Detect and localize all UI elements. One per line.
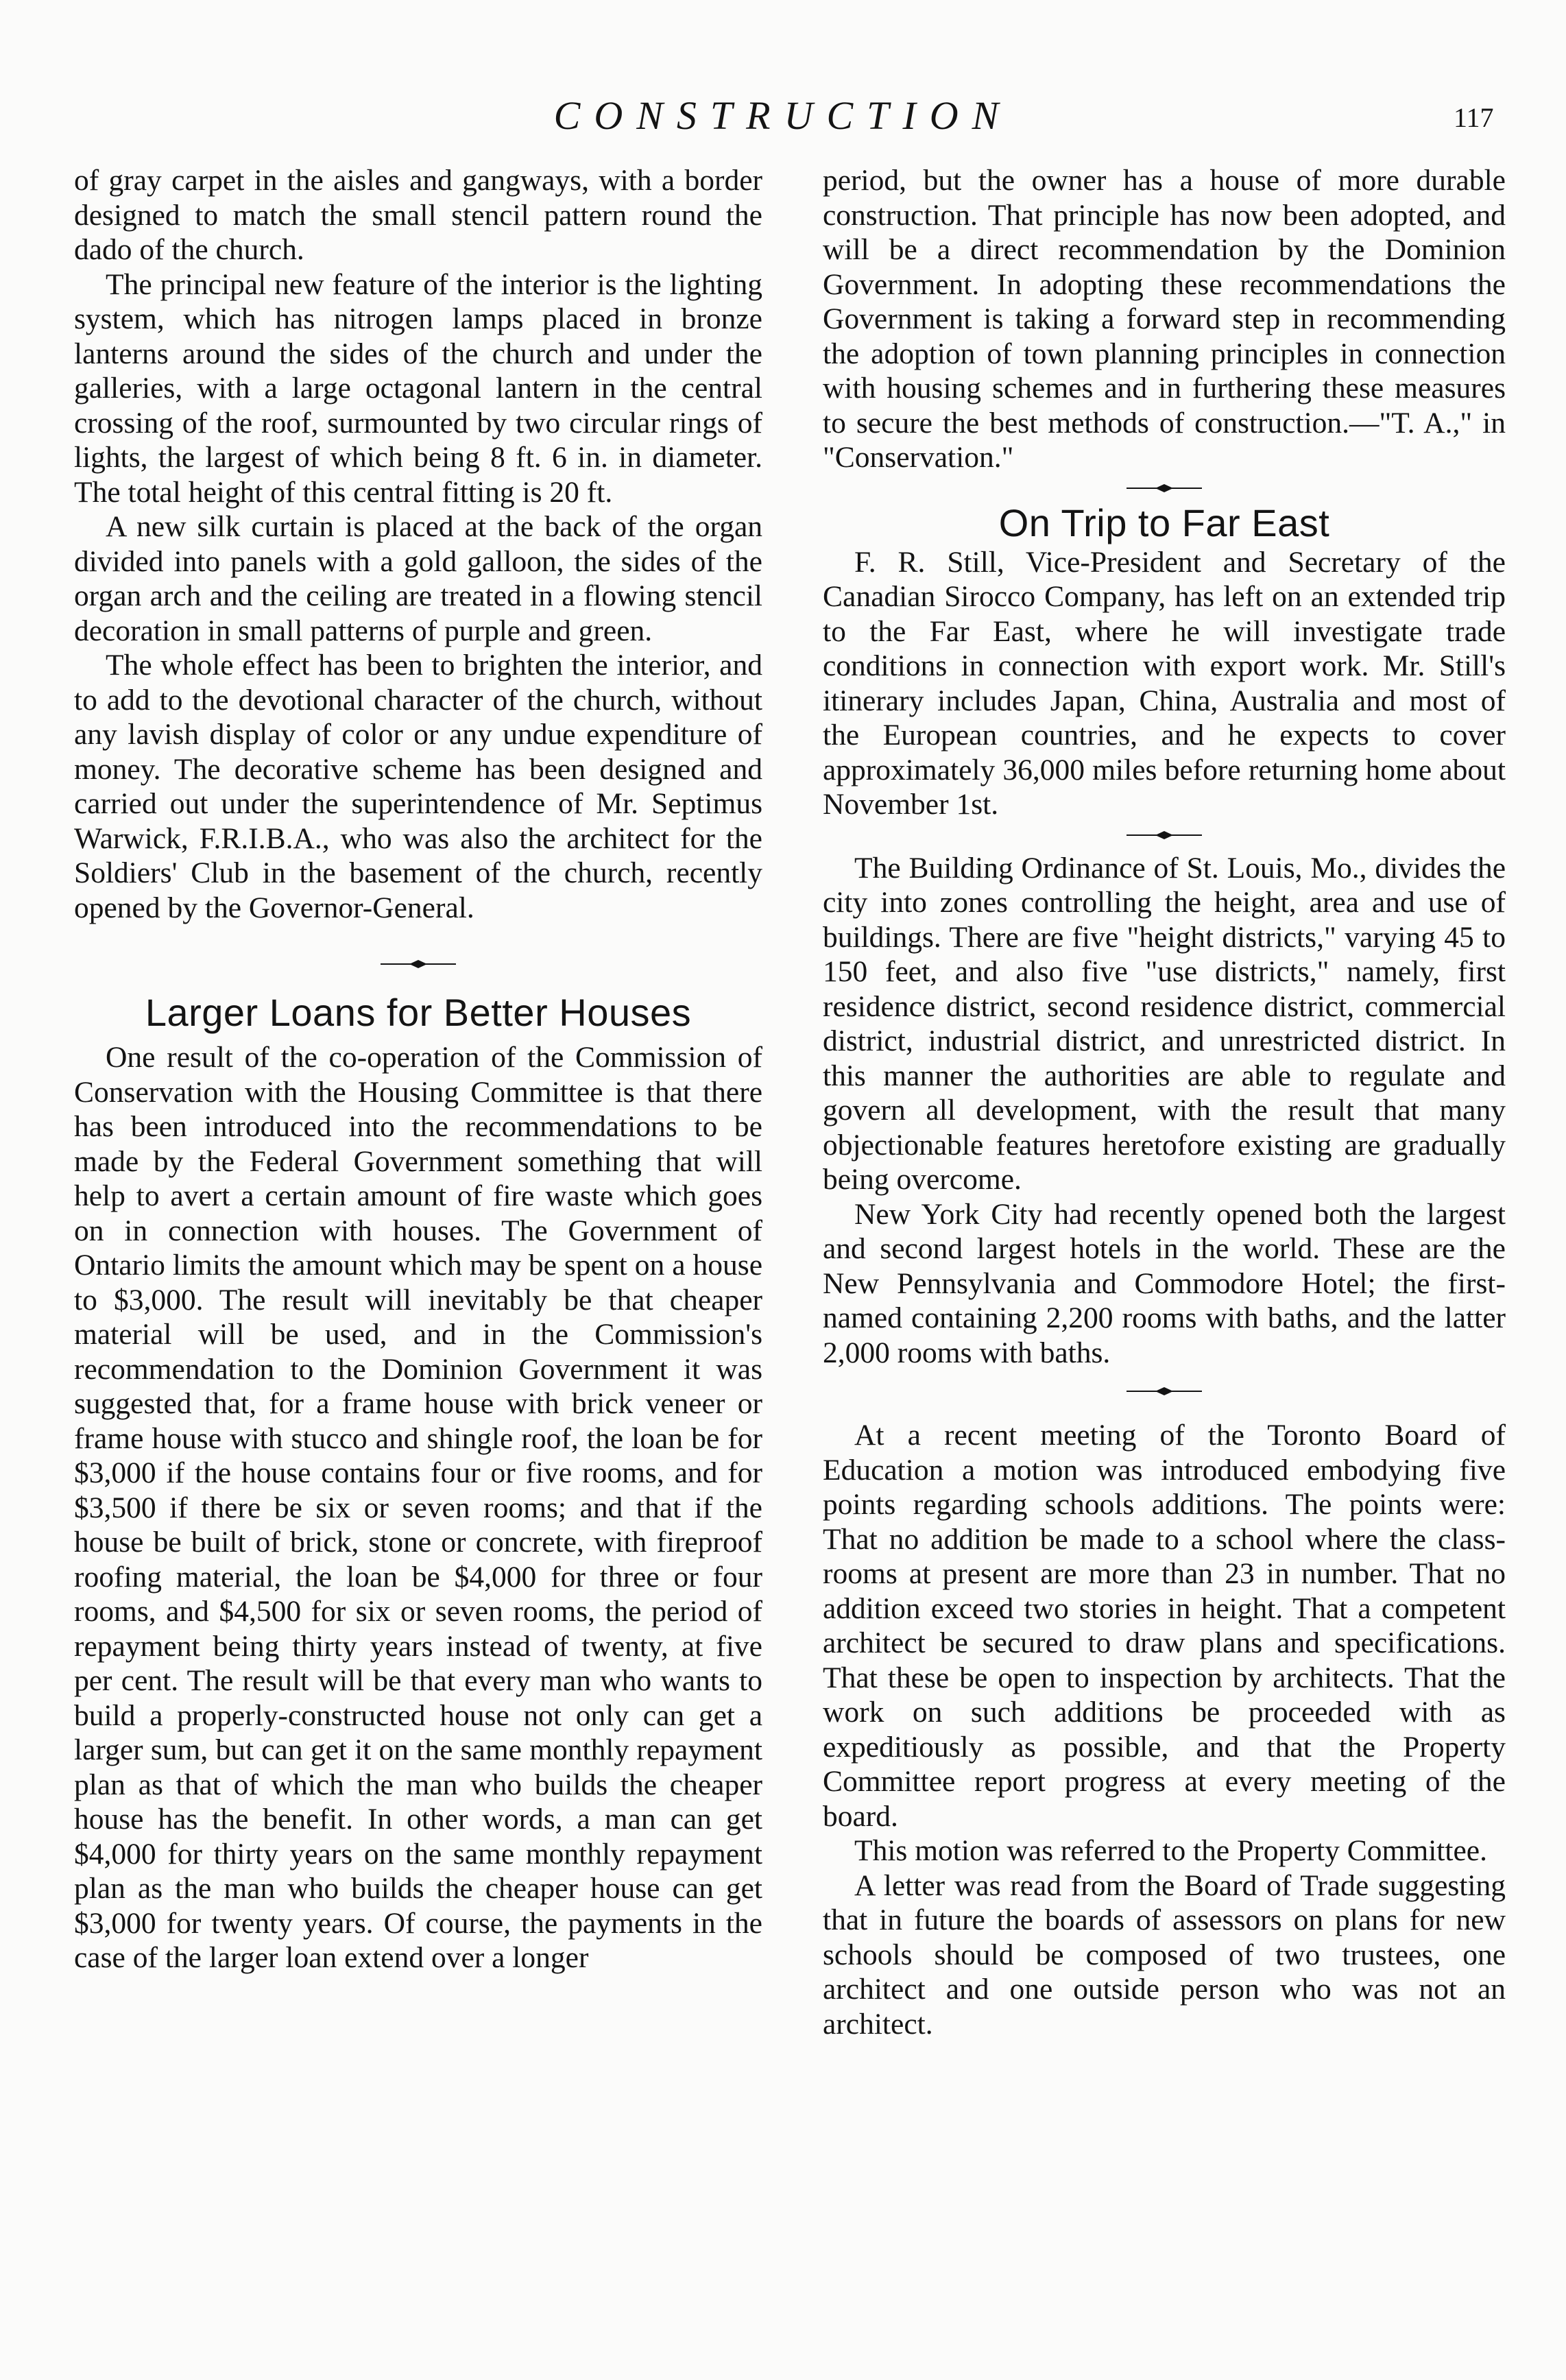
left-column: [74, 163, 762, 1975]
loans-article-heading: Larger Loans for Better Houses: [145, 991, 692, 1034]
right-column: [823, 163, 1506, 2041]
trip-article-heading: On Trip to Far East: [998, 501, 1330, 544]
new-york-paragraph: New York City had recently opened both the largest and second largest hotels in the world. These are the New Pennsylvania and Commodore Hotel; the first-named containing 2,200 rooms with baths, and the latter 2,000 rooms with baths.: [823, 1197, 1506, 1369]
trip-article-paragraph: F. R. Still, Vice-President and Secretary of the Canadian Sirocco Company, has left on an extended trip to the Far East, where he will investigate trade conditions in connection with export work. Mr. Still's itinerary includes Japan, China, Australia and most of the European countries, and he expects to cover approximately 36,000 miles before returning home about November 1st.: [823, 545, 1506, 821]
church-paragraph-2: The principal new feature of the interior is the lighting system, which has nitrogen lamps placed in bronze lanterns around the sides of the church and under the galleries, with a large octagonal lantern in the central crossing of the roof, surmounted by two circular rings of lights, the largest of which being 8 ft. 6 in. in diameter. The total height of this central fitting is 20 ft.: [74, 267, 762, 509]
loans-continuation-paragraph: period, but the owner has a house of more durable construction. That principle has now been adopted, and will be a direct recommendation by the Dominion Government. In adopting these recommendations the Government is taking a forward step in recommending the adoption of town planning principles in connection with housing schemes and in furthering these measures to secure the best methods of construction.—"T. A.," in "Conservation.": [823, 164, 1506, 474]
separator-ornament: [1127, 1385, 1202, 1397]
st-louis-paragraph: The Building Ordinance of St. Louis, Mo., divides the city into zones controlling the height, area and use of buildings. There are five "height districts," varying 45 to 150 feet, and also five "use districts," namely, first residence district, second residence district, commercial district, industrial district, and unrestricted district. In this manner the authorities are able to regulate and govern all development, with the result that many objectionable features heretofore existing are gradually being overcome.: [823, 851, 1506, 1196]
separator-ornament: [381, 958, 456, 970]
church-paragraph-3: A new silk curtain is placed at the back of the organ divided into panels with a gold galloon, the sides of the organ arch and the ceiling are treated in a flowing stencil decoration in small patterns of purple and green.: [74, 510, 762, 647]
loans-article-paragraph: One result of the co-operation of the Commission of Conservation with the Housing Committee is that there has been introduced into the recommendations to be made by the Federal Government something that will help to avert a certain amount of fire waste which goes on in connection with houses. The Government of Ontario limits the amount which may be spent on a house to $3,000. The result will inevitably be that cheaper material will be used, and in the Commission's recommendation to the Dominion Government it was suggested that, for a frame house with brick veneer or frame house with stucco and shingle roof, the loan be for $3,000 if the house contains four or five rooms, and for $3,500 if there be six or seven rooms; and that if the house be built of brick, stone or concrete, with fireproof roofing material, the loan be $4,000 for three or four rooms, and $4,500 for six or seven rooms, the period of repayment being thirty years instead of twenty, at five per cent. The result will be that every man who wants to build a properly-constructed house not only can get a larger sum, but can get it on the same monthly repayment plan as that of which the man who builds the cheaper house has the benefit. In other words, a man can get $4,000 for thirty years on the same monthly repayment plan as the man who builds the cheaper house can get $3,000 for twenty years. Of course, the payments in the case of the larger loan extend over a longer: [74, 1041, 762, 1974]
toronto-paragraph-1: At a recent meeting of the Toronto Board of Education a motion was introduced embodying five points regarding schools additions. The points were: That no addition be made to a school where the class-rooms at present are more than 23 in number. That no addition exceed two stories in height. That a competent architect be secured to draw plans and specifications. That these be open to inspection by architects. That the work on such additions be proceeded with as expeditiously as possible, and that the Property Committee report progress at every meeting of the board.: [823, 1419, 1506, 1833]
church-paragraph-4: The whole effect has been to brighten the interior, and to add to the devotional character of the church, without any lavish display of color or any undue expenditure of money. The decorative scheme has been designed and carried out under the superintendence of Mr. Septimus Warwick, F.R.I.B.A., who was also the architect for the Soldiers' Club in the basement of the church, recently opened by the Governor-General.: [74, 649, 762, 924]
church-paragraph-1: of gray carpet in the aisles and gangways, with a border designed to match the small stencil pattern round the dado of the church.: [74, 164, 762, 266]
toronto-paragraph-2: This motion was referred to the Property Committee.: [854, 1834, 1487, 1867]
running-header-title: CONSTRUCTION: [553, 93, 1013, 138]
separator-ornament: [1127, 829, 1202, 841]
toronto-paragraph-3: A letter was read from the Board of Trade suggesting that in future the boards of assessors on plans for new schools should be composed of two trustees, one architect and one outside person who was not an architect.: [823, 1868, 1506, 2041]
separator-ornament: [1127, 482, 1202, 494]
page-number: 117: [1454, 102, 1494, 133]
